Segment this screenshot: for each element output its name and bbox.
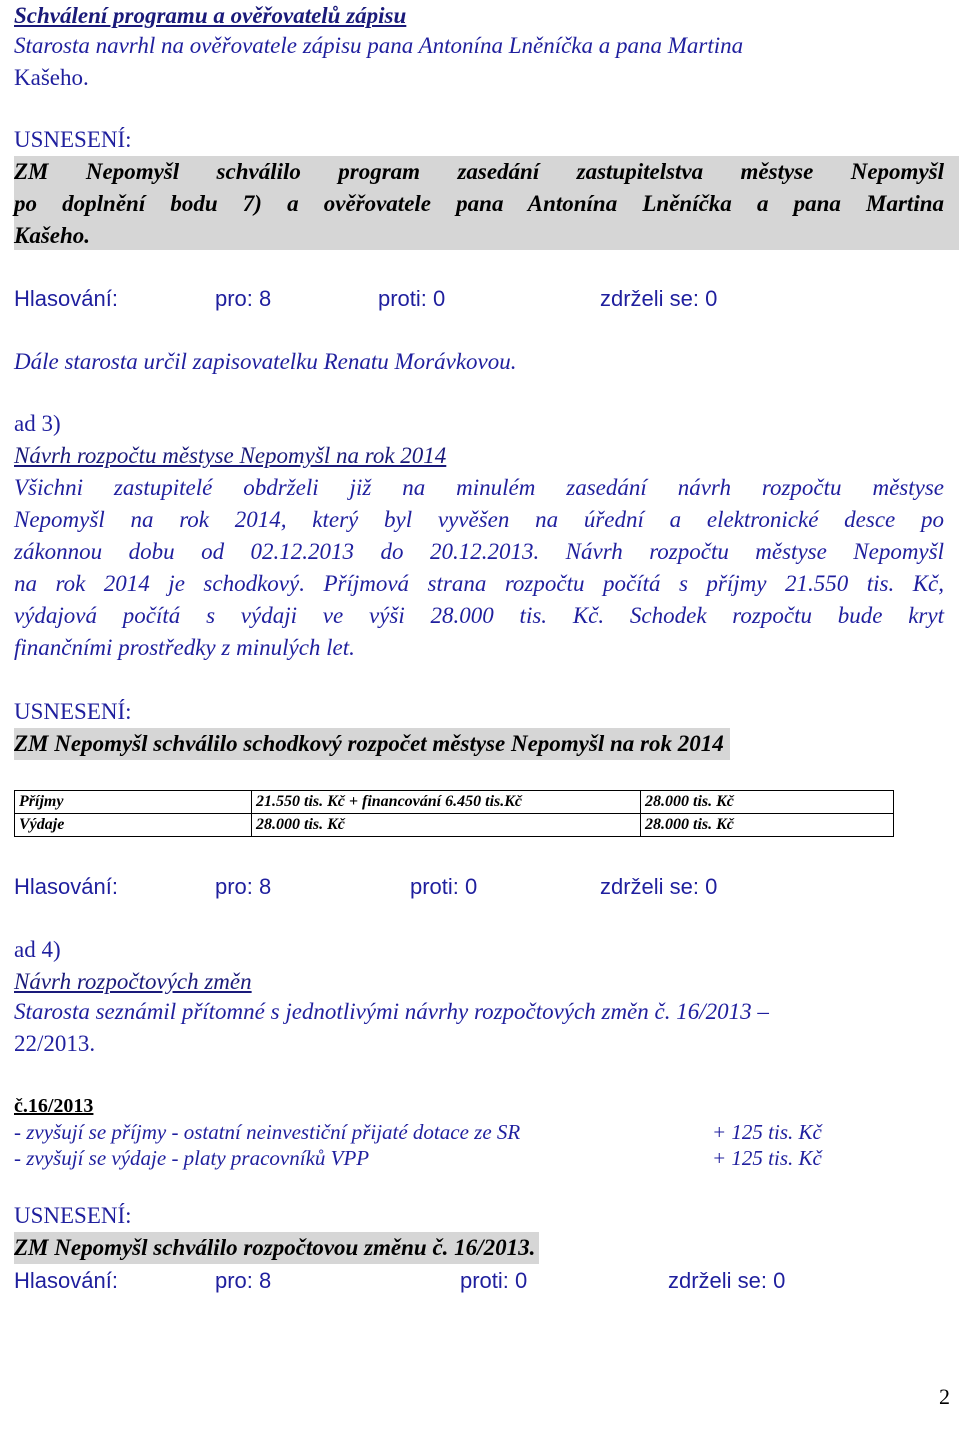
resolution-text: ZM Nepomyšl schválilo schodkový rozpočet městyse Nepomyšl na rok 2014 — [14, 728, 730, 760]
table-row — [15, 814, 894, 837]
resolution-label: USNESENÍ: — [14, 1203, 132, 1228]
recorder-note: Dále starosta určil zapisovatelku Renatu Morávkovou. — [14, 349, 517, 374]
row-label: Příjmy — [15, 791, 252, 814]
change-item: - zvyšují se příjmy - ostatní neinvestiční přijaté dotace ze SR — [14, 1120, 521, 1144]
item-number-3: ad 3) — [14, 411, 61, 436]
vote-zdrzeli: zdrželi se: 0 — [600, 286, 718, 311]
body-line: zákonnou dobu od 02.12.2013 do 20.12.2013. Návrh rozpočtu městyse Nepomyšl — [14, 539, 944, 564]
vote-proti: proti: 0 — [378, 286, 446, 311]
section-heading-budget: Návrh rozpočtu městyse Nepomyšl na rok 2014 — [14, 443, 447, 468]
body-line: finančními prostředky z minulých let. — [14, 635, 355, 660]
proposal-line — [14, 30, 743, 62]
change-item: - zvyšují se výdaje - platy pracovníků VPP — [14, 1146, 370, 1170]
row-value: 28.000 tis. Kč — [252, 814, 641, 837]
resolution-line: Kašeho. — [14, 223, 91, 248]
changes-intro-2: 22/2013. — [14, 1031, 96, 1056]
proposal-line-2: Kašeho. — [14, 65, 89, 90]
row-total: 28.000 tis. Kč — [641, 791, 894, 814]
section-heading-program: Schválení programu a ověřovatelů zápisu — [14, 3, 407, 28]
vote-zdrzeli: zdrželi se: 0 — [600, 874, 718, 899]
table-row — [15, 791, 894, 814]
change-amount: + 125 tis. Kč — [712, 1120, 822, 1144]
item-number-4: ad 4) — [14, 937, 61, 962]
resolution-label: USNESENÍ: — [14, 699, 132, 724]
budget-table — [14, 790, 894, 837]
vote-proti: proti: 0 — [410, 874, 478, 899]
row-total: 28.000 tis. Kč — [641, 814, 894, 837]
change-amount: + 125 tis. Kč — [712, 1146, 822, 1170]
vote-zdrzeli: zdrželi se: 0 — [668, 1268, 786, 1293]
resolution-text — [14, 156, 944, 252]
changes-intro: Starosta seznámil přítomné s jednotlivými návrhy rozpočtových změn č. 16/2013 – — [14, 999, 769, 1024]
body-line: výdajová počítá s výdaji ve výši 28.000 tis. Kč. Schodek rozpočtu bude kryt — [14, 603, 944, 628]
section-heading-changes: Návrh rozpočtových změn — [14, 969, 252, 994]
row-value: 21.550 tis. Kč + financování 6.450 tis.Kč — [252, 791, 641, 814]
vote-pro: pro: 8 — [215, 286, 272, 311]
vote-label: Hlasování: — [14, 874, 118, 899]
vote-pro: pro: 8 — [215, 874, 272, 899]
vote-label: Hlasování: — [14, 286, 118, 311]
proposal-text: Starosta navrhl na ověřovatele zápisu pana Antonína Lněníčka a pana Martina — [14, 33, 744, 58]
vote-label: Hlasování: — [14, 1268, 118, 1293]
budget-description — [14, 472, 944, 664]
row-label: Výdaje — [15, 814, 252, 837]
resolution-label: USNESENÍ: — [14, 127, 132, 152]
body-line: Nepomyšl na rok 2014, který byl vyvěšen na úřední a elektronické desce po — [14, 507, 944, 532]
vote-proti: proti: 0 — [460, 1268, 528, 1293]
page-number: 2 — [939, 1384, 950, 1409]
resolution-line: ZM Nepomyšl schválilo program zasedání zastupitelstva městyse Nepomyšl — [14, 159, 944, 184]
body-line: Všichni zastupitelé obdrželi již na minulém zasedání návrh rozpočtu městyse — [14, 475, 944, 500]
resolution-text: ZM Nepomyšl schválilo rozpočtovou změnu č. 16/2013. — [14, 1232, 539, 1264]
resolution-line: po doplnění bodu 7) a ověřovatele pana Antonína Lněníčka a pana Martina — [14, 191, 944, 216]
body-line: na rok 2014 je schodkový. Příjmová strana rozpočtu počítá s příjmy 21.550 tis. Kč, — [14, 571, 944, 596]
vote-pro: pro: 8 — [215, 1268, 272, 1293]
change-number: č.16/2013 — [14, 1095, 94, 1117]
